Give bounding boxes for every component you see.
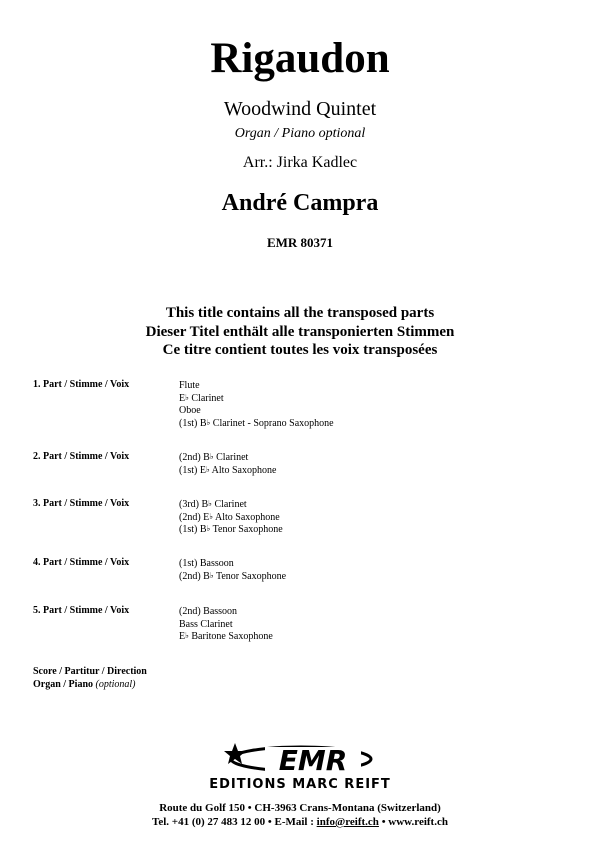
publisher-name: EDITIONS MARC REIFT bbox=[209, 777, 391, 792]
instrument-text: Bass Clarinet bbox=[179, 618, 233, 630]
instrument-text: Clarinet - Soprano Saxophone bbox=[210, 417, 334, 429]
instrument-item bbox=[179, 464, 276, 477]
part-label-2: 2. Part / Stimme / Voix bbox=[33, 451, 130, 462]
instrument-text: (2nd) B bbox=[179, 570, 210, 582]
instrument-text: Baritone Saxophone bbox=[188, 631, 273, 642]
instrument-item bbox=[179, 417, 334, 430]
instrument-text: Oboe bbox=[179, 405, 201, 416]
instrument-text: (2nd) Bassoon bbox=[179, 606, 238, 617]
instrument-list-4 bbox=[179, 557, 286, 582]
flat-sign: ♭ bbox=[205, 464, 210, 474]
instrument-text: Alto Saxophone bbox=[209, 464, 277, 476]
instrument-list-5 bbox=[179, 605, 273, 643]
catalog-number: EMR 80371 bbox=[266, 235, 334, 250]
instrument-text: Alto Saxophone bbox=[213, 511, 280, 523]
instrument-item bbox=[179, 511, 283, 524]
score-label: Score / Partitur / Direction bbox=[33, 666, 147, 677]
instrument-text: Flute bbox=[179, 380, 200, 391]
instrument-item bbox=[179, 523, 283, 536]
publisher-contact bbox=[0, 815, 600, 829]
ensemble-subtitle: Woodwind Quintet bbox=[223, 98, 377, 120]
composer: André Campra bbox=[221, 190, 379, 216]
flat-sign: ♭ bbox=[209, 511, 214, 521]
instrument-text: Clarinet bbox=[188, 392, 224, 404]
part-label-5: 5. Part / Stimme / Voix bbox=[33, 605, 130, 616]
arranger: Arr.: Jirka Kadlec bbox=[242, 154, 358, 171]
flat-sign: ♭ bbox=[206, 417, 211, 427]
logo-star-icon bbox=[224, 743, 246, 764]
instrument-text: Clarinet bbox=[213, 452, 249, 463]
notice-line-en: This title contains all the transposed parts bbox=[165, 305, 435, 321]
logo-text: EMR bbox=[278, 744, 348, 777]
instrument-text: (2nd) B bbox=[179, 452, 210, 463]
organ-piano-optional: (optional) bbox=[95, 678, 136, 690]
instrument-text: (1st) E bbox=[179, 464, 206, 476]
organ-piano-label bbox=[33, 679, 147, 692]
instrument-text: (1st) B bbox=[179, 524, 207, 535]
contact-phone: Tel. +41 (0) 27 483 12 00 • E-Mail : bbox=[152, 816, 317, 828]
instrument-item bbox=[179, 404, 334, 417]
instrument-text: Tenor Saxophone bbox=[210, 524, 283, 535]
instrument-text: (1st) Bassoon bbox=[179, 558, 234, 569]
part-label-4: 4. Part / Stimme / Voix bbox=[33, 557, 130, 568]
instrument-text: E bbox=[179, 392, 186, 404]
email-link[interactable]: info@reift.ch bbox=[316, 816, 379, 828]
contact-website: • www.reift.ch bbox=[378, 816, 448, 828]
instrument-item bbox=[179, 570, 286, 583]
flat-sign: ♭ bbox=[206, 524, 211, 533]
optional-accompaniment: Organ / Piano optional bbox=[234, 126, 366, 141]
instrument-list-2 bbox=[179, 451, 276, 476]
instrument-list-3 bbox=[179, 498, 283, 536]
instrument-item bbox=[179, 392, 334, 405]
publisher-address: Route du Golf 150 • CH-3963 Crans-Montana (Switzerland) bbox=[159, 802, 441, 814]
flat-sign: ♭ bbox=[208, 499, 212, 508]
instrument-text: Tenor Saxophone bbox=[213, 570, 287, 582]
instrument-item bbox=[179, 630, 273, 643]
instrument-list-1 bbox=[179, 379, 334, 429]
transposition-notice bbox=[0, 304, 600, 360]
score-info bbox=[33, 666, 147, 691]
instrument-item bbox=[179, 498, 283, 511]
instrument-item bbox=[179, 379, 334, 392]
notice-line-de: Dieser Titel enthält alle transponierten Stimmen bbox=[145, 323, 455, 340]
part-label-3: 3. Part / Stimme / Voix bbox=[33, 498, 130, 509]
flat-sign: ♭ bbox=[185, 392, 189, 402]
instrument-text: (1st) B bbox=[179, 417, 207, 429]
piece-title: Rigaudon bbox=[210, 35, 390, 82]
instrument-item bbox=[179, 618, 273, 631]
instrument-text: (3rd) B bbox=[179, 499, 209, 510]
instrument-item bbox=[179, 605, 273, 618]
part-label-1: 1. Part / Stimme / Voix bbox=[33, 379, 130, 390]
instrument-item bbox=[179, 557, 286, 570]
flat-sign: ♭ bbox=[185, 631, 189, 640]
instrument-text: (2nd) E bbox=[179, 511, 210, 523]
flat-sign: ♭ bbox=[209, 570, 214, 580]
instrument-text: Clarinet bbox=[211, 499, 247, 510]
flat-sign: ♭ bbox=[209, 452, 214, 461]
instrument-text: E bbox=[179, 631, 186, 642]
instrument-item bbox=[179, 451, 276, 464]
notice-line-fr: Ce titre contient toutes les voix transposées bbox=[162, 342, 438, 358]
organ-piano-main: Organ / Piano bbox=[33, 678, 94, 690]
